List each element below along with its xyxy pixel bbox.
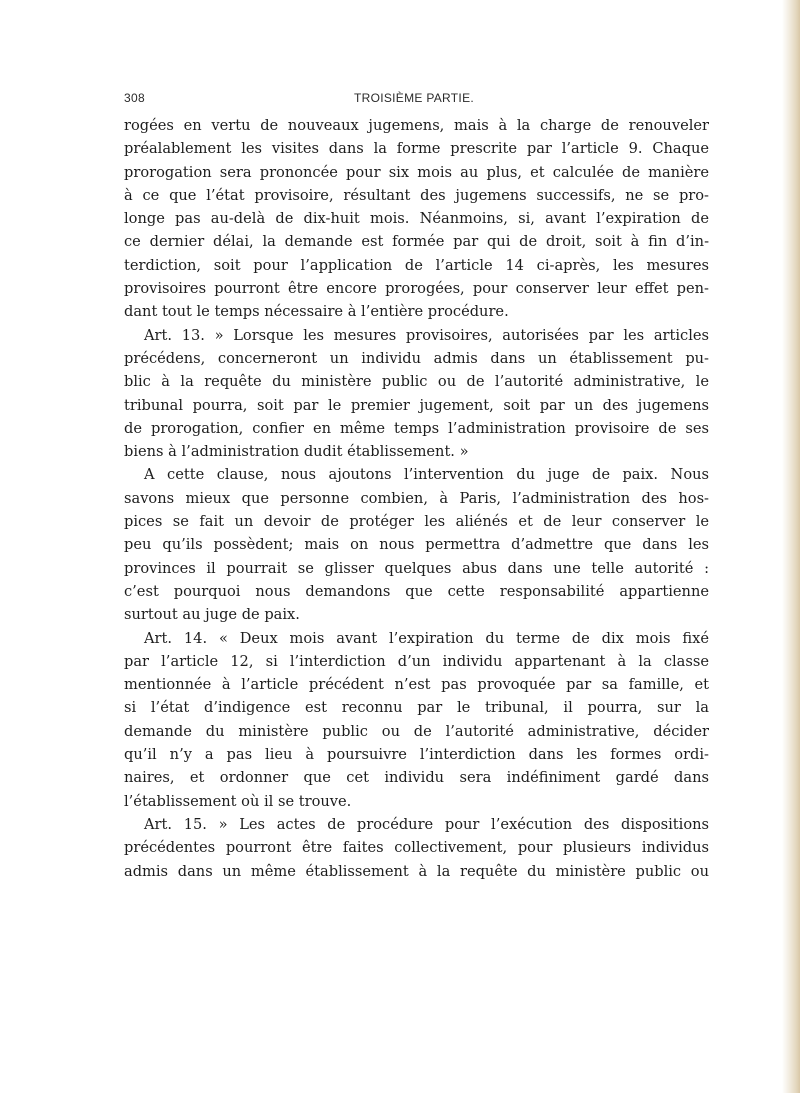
text-line: dant tout le temps nécessaire à l’entière procédure. <box>124 303 509 321</box>
text-line: c’est pourquoi nous demandons que cette responsabilité appartienne <box>124 582 709 600</box>
text-line: précédens, concerneront un individu admis dans un établissement pu- <box>124 349 709 367</box>
text-line: de prorogation, confier en même temps l’administration provisoire de ses <box>124 419 709 437</box>
text-line: surtout au juge de paix. <box>124 606 300 624</box>
text-line: savons mieux que personne combien, à Paris, l’administration des hos- <box>124 489 709 507</box>
text-line: biens à l’administration dudit établissement. » <box>124 443 469 461</box>
text-line: prorogation sera prononcée pour six mois au plus, et calculée de manière <box>124 163 709 181</box>
text-line: naires, et ordonner que cet individu sera indéfiniment gardé dans <box>124 769 709 787</box>
text-line: précédentes pourront être faites collectivement, pour plusieurs individus <box>124 839 709 857</box>
text-line: pices se fait un devoir de protéger les aliénés et de leur conserver le <box>124 513 709 531</box>
body-text <box>124 114 709 883</box>
text-line: provisoires pourront être encore prorogées, pour conserver leur effet pen- <box>124 280 709 298</box>
text-line: demande du ministère public ou de l’autorité administrative, décider <box>124 722 709 740</box>
text-line: blic à la requête du ministère public ou de l’autorité administrative, le <box>124 373 709 391</box>
text-line: si l’état d’indigence est reconnu par le tribunal, il pourra, sur la <box>124 699 709 717</box>
article-15-line: Art. 15. » Les actes de procédure pour l’exécution des dispositions <box>144 815 709 833</box>
text-line: peu qu’ils possèdent; mais on nous permettra d’admettre que dans les <box>124 536 709 554</box>
text-line: provinces il pourrait se glisser quelques abus dans une telle autorité : <box>124 559 709 577</box>
page-header <box>124 91 709 111</box>
text-line: préalablement les visites dans la forme prescrite par l’article 9. Chaque <box>124 140 709 158</box>
text-line: à ce que l’état provisoire, résultant des jugemens successifs, ne se pro- <box>124 186 709 204</box>
text-line: admis dans un même établissement à la requête du ministère public ou <box>124 862 709 880</box>
text-line: terdiction, soit pour l’application de l’article 14 ci-après, les mesures <box>124 256 709 274</box>
text-line: longe pas au-delà de dix-huit mois. Néanmoins, si, avant l’expiration de <box>124 210 709 228</box>
text-line: l’établissement où il se trouve. <box>124 792 352 810</box>
text-line: par l’article 12, si l’interdiction d’un individu appartenant à la classe <box>124 652 709 670</box>
text-line: qu’il n’y a pas lieu à poursuivre l’interdiction dans les formes ordi- <box>124 746 709 764</box>
article-13-line: Art. 13. » Lorsque les mesures provisoires, autorisées par les articles <box>144 326 709 344</box>
page-edge-shadow <box>782 0 800 1093</box>
text-line: ce dernier délai, la demande est formée par qui de droit, soit à fin d’in- <box>124 233 709 251</box>
text-line: rogées en vertu de nouveaux jugemens, mais à la charge de renouveler <box>124 117 709 134</box>
article-14-line: Art. 14. « Deux mois avant l’expiration du terme de dix mois fixé <box>144 629 709 647</box>
running-head: TROISIÈME PARTIE. <box>354 91 475 105</box>
paragraph-line: A cette clause, nous ajoutons l’intervention du juge de paix. Nous <box>144 466 709 484</box>
text-line: mentionnée à l’article précédent n’est pas provoquée par sa famille, et <box>124 676 709 694</box>
text-line: tribunal pourra, soit par le premier jugement, soit par un des jugemens <box>124 396 709 414</box>
page-number: 308 <box>124 91 145 105</box>
